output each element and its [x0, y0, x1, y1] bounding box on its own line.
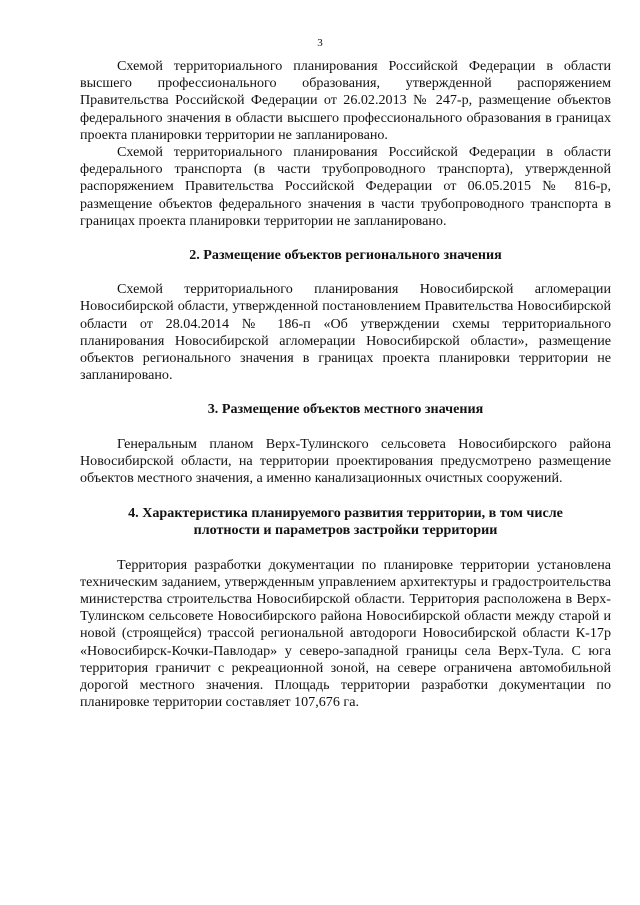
paragraph-education: Схемой территориального планирования Российской Федерации в области высшего профессионального образования, утвержденной распоряжением Правительства Российской Федерации от 26.02.2013 № 247-р, размещение объектов федерального значения в области высшего профессионального образования в границах проекта планировки территории не запланировано. [80, 58, 611, 143]
paragraph-transport: Схемой территориального планирования Российской Федерации в области федерального транспорта (в части трубопроводного транспорта), утвержденной распоряжением Правительства Российской Федерации от 06.05.2015 № 816-р, размещение объектов федерального значения в части трубопроводного транспорта в границах проекта планировки территории не запланировано. [80, 144, 611, 229]
section-3-heading: 3. Размещение объектов местного значения [207, 401, 484, 418]
section-4-heading [80, 505, 611, 539]
section-4-heading-line-2: плотности и параметров застройки территории [193, 522, 498, 539]
section-4-heading-line-1: 4. Характеристика планируемого развития территории, в том числе [128, 505, 563, 522]
document-body [80, 58, 611, 712]
section-2-heading: 2. Размещение объектов регионального значения [189, 247, 502, 264]
page-number: 3 [317, 37, 323, 49]
section-3-paragraph: Генеральным планом Верх-Тулинского сельсовета Новосибирского района Новосибирской области, на территории проектирования предусмотрено размещение объектов местного значения, а именно канализационных очистных сооружений. [80, 435, 611, 487]
section-4-paragraph: Территория разработки документации по планировке территории установлена техническим заданием, утвержденным управлением архитектуры и градостроительства министерства строительства Новосибирской области. Территория расположена в Верх-Тулинском сельсовете Новосибирского района Новосибирской области между старой и новой (строящейся) трассой региональной автодороги Новосибирской области К-17р «Новосибирск-Кочки-Павлодар» у северо-западной границы села Верх-Тула. С юга территория граничит с рекреационной зоной, на севере ограничена автомобильной дорогой местного значения. Площадь территории разработки документации по планировке территории составляет 107,676 га. [80, 556, 611, 711]
section-2-paragraph: Схемой территориального планирования Новосибирской агломерации Новосибирской области, утвержденной постановлением Правительства Новосибирской области от 28.04.2014 № 186-п «Об утверждении схемы территориального планирования Новосибирской агломерации Новосибирской области», размещение объектов регионального значения в границах проекта планировки территории не запланировано. [80, 281, 611, 384]
